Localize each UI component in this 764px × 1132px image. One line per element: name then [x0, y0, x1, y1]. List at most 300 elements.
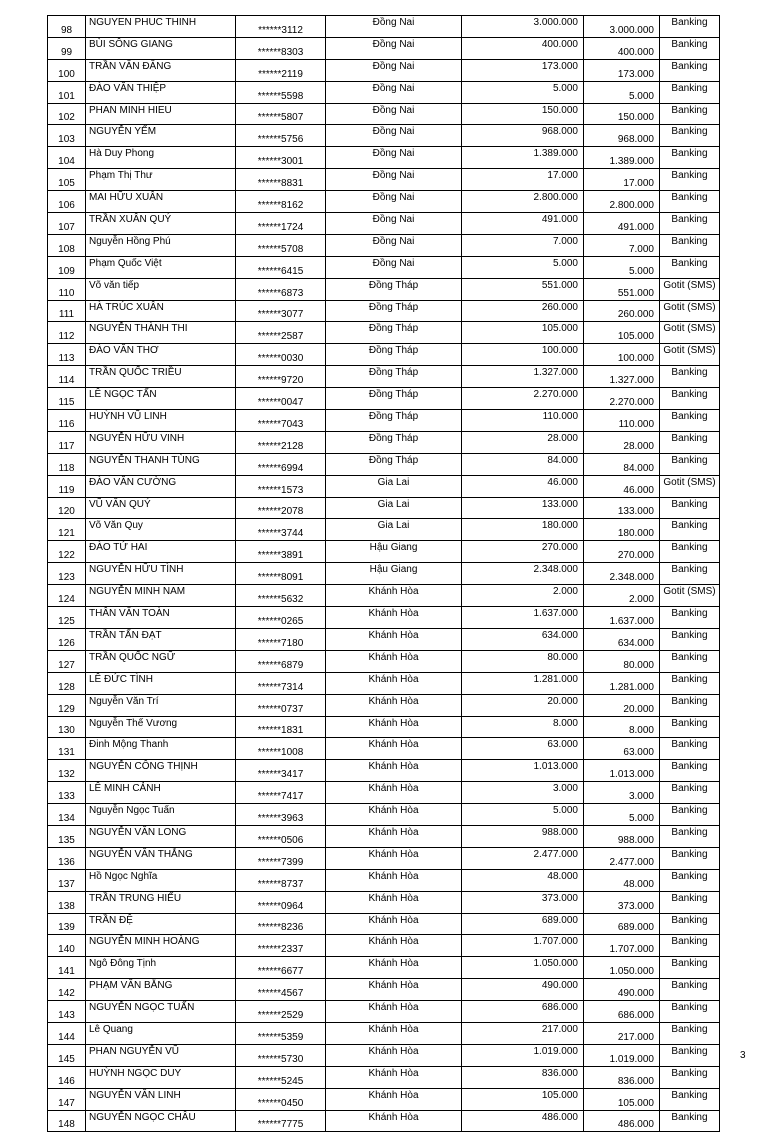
- province-cell: Khánh Hòa: [326, 672, 462, 694]
- province-cell: Đồng Tháp: [326, 410, 462, 432]
- table-row: [48, 169, 720, 191]
- amount-paid-cell: 28.000: [584, 431, 660, 453]
- account-number-cell: ******5359: [236, 1022, 326, 1044]
- amount-cell: 3.000: [462, 782, 584, 804]
- amount-paid-cell: 1.281.000: [584, 672, 660, 694]
- payment-method-cell: Banking: [660, 913, 720, 935]
- province-cell: Khánh Hòa: [326, 979, 462, 1001]
- amount-cell: 46.000: [462, 475, 584, 497]
- customer-name-cell: Võ văn tiếp: [86, 278, 236, 300]
- table-row: [48, 103, 720, 125]
- amount-cell: 2.477.000: [462, 847, 584, 869]
- amount-cell: 1.389.000: [462, 147, 584, 169]
- table-row: [48, 278, 720, 300]
- row-number-cell: 138: [48, 891, 86, 913]
- amount-paid-cell: 105.000: [584, 1088, 660, 1110]
- account-number-cell: ******2119: [236, 59, 326, 81]
- amount-paid-cell: 1.019.000: [584, 1044, 660, 1066]
- table-row: [48, 519, 720, 541]
- customer-name-cell: Nguyễn Hồng Phú: [86, 234, 236, 256]
- amount-cell: 1.637.000: [462, 607, 584, 629]
- account-number-cell: ******4567: [236, 979, 326, 1001]
- row-number-cell: 111: [48, 300, 86, 322]
- province-cell: Khánh Hòa: [326, 650, 462, 672]
- province-cell: Khánh Hòa: [326, 825, 462, 847]
- account-number-cell: ******8737: [236, 869, 326, 891]
- payment-method-cell: Banking: [660, 1088, 720, 1110]
- row-number-cell: 147: [48, 1088, 86, 1110]
- amount-cell: 1.327.000: [462, 366, 584, 388]
- amount-paid-cell: 1.707.000: [584, 935, 660, 957]
- payment-method-cell: Banking: [660, 694, 720, 716]
- province-cell: Hậu Giang: [326, 541, 462, 563]
- row-number-cell: 123: [48, 563, 86, 585]
- customer-name-cell: ĐÀO VĂN THƠ: [86, 344, 236, 366]
- account-number-cell: ******0506: [236, 825, 326, 847]
- amount-cell: 80.000: [462, 650, 584, 672]
- province-cell: Khánh Hòa: [326, 694, 462, 716]
- table-row: [48, 59, 720, 81]
- customer-name-cell: Đinh Mộng Thanh: [86, 738, 236, 760]
- customer-name-cell: TRẦN ĐỆ: [86, 913, 236, 935]
- row-number-cell: 115: [48, 388, 86, 410]
- account-number-cell: ******3963: [236, 804, 326, 826]
- table-row: [48, 716, 720, 738]
- payment-method-cell: Banking: [660, 1001, 720, 1023]
- amount-paid-cell: 634.000: [584, 628, 660, 650]
- customer-name-cell: TRẦN TRUNG HIẾU: [86, 891, 236, 913]
- amount-paid-cell: 8.000: [584, 716, 660, 738]
- amount-paid-cell: 2.000: [584, 585, 660, 607]
- account-number-cell: ******0737: [236, 694, 326, 716]
- amount-paid-cell: 1.013.000: [584, 760, 660, 782]
- row-number-cell: 107: [48, 213, 86, 235]
- payment-method-cell: Banking: [660, 957, 720, 979]
- account-number-cell: ******5708: [236, 234, 326, 256]
- amount-paid-cell: 270.000: [584, 541, 660, 563]
- payment-method-cell: Banking: [660, 59, 720, 81]
- amount-cell: 373.000: [462, 891, 584, 913]
- payment-method-cell: Banking: [660, 825, 720, 847]
- province-cell: Đồng Tháp: [326, 388, 462, 410]
- amount-cell: 180.000: [462, 519, 584, 541]
- province-cell: Đồng Tháp: [326, 344, 462, 366]
- province-cell: Khánh Hòa: [326, 782, 462, 804]
- amount-paid-cell: 490.000: [584, 979, 660, 1001]
- payment-method-cell: Banking: [660, 81, 720, 103]
- account-number-cell: ******3891: [236, 541, 326, 563]
- amount-cell: 5.000: [462, 804, 584, 826]
- row-number-cell: 127: [48, 650, 86, 672]
- account-number-cell: ******8303: [236, 37, 326, 59]
- payment-method-cell: Banking: [660, 672, 720, 694]
- amount-paid-cell: 373.000: [584, 891, 660, 913]
- row-number-cell: 106: [48, 191, 86, 213]
- payment-method-cell: Gotit (SMS): [660, 585, 720, 607]
- table-row: [48, 81, 720, 103]
- payment-method-cell: Banking: [660, 169, 720, 191]
- province-cell: Đồng Tháp: [326, 278, 462, 300]
- payment-method-cell: Banking: [660, 979, 720, 1001]
- province-cell: Khánh Hòa: [326, 1022, 462, 1044]
- province-cell: Khánh Hòa: [326, 628, 462, 650]
- amount-paid-cell: 260.000: [584, 300, 660, 322]
- province-cell: Khánh Hòa: [326, 804, 462, 826]
- province-cell: Khánh Hòa: [326, 738, 462, 760]
- province-cell: Khánh Hòa: [326, 1110, 462, 1132]
- customer-name-cell: HUỲNH NGỌC DUY: [86, 1066, 236, 1088]
- amount-cell: 5.000: [462, 81, 584, 103]
- account-number-cell: ******6677: [236, 957, 326, 979]
- payment-method-cell: Banking: [660, 1044, 720, 1066]
- customer-name-cell: Phạm Quốc Việt: [86, 256, 236, 278]
- province-cell: Đồng Tháp: [326, 300, 462, 322]
- payment-method-cell: Banking: [660, 497, 720, 519]
- account-number-cell: ******2078: [236, 497, 326, 519]
- table-row: [48, 300, 720, 322]
- province-cell: Khánh Hòa: [326, 935, 462, 957]
- table-row: [48, 825, 720, 847]
- table-row: [48, 1001, 720, 1023]
- account-number-cell: ******9720: [236, 366, 326, 388]
- table-row: [48, 1066, 720, 1088]
- amount-paid-cell: 988.000: [584, 825, 660, 847]
- payment-method-cell: Banking: [660, 628, 720, 650]
- table-row: [48, 607, 720, 629]
- account-number-cell: ******1573: [236, 475, 326, 497]
- account-number-cell: ******7417: [236, 782, 326, 804]
- province-cell: Gia Lai: [326, 475, 462, 497]
- row-number-cell: 141: [48, 957, 86, 979]
- account-number-cell: ******1831: [236, 716, 326, 738]
- payment-method-cell: Banking: [660, 541, 720, 563]
- amount-cell: 110.000: [462, 410, 584, 432]
- province-cell: Khánh Hòa: [326, 891, 462, 913]
- account-number-cell: ******7399: [236, 847, 326, 869]
- province-cell: Khánh Hòa: [326, 585, 462, 607]
- table-row: [48, 935, 720, 957]
- row-number-cell: 144: [48, 1022, 86, 1044]
- row-number-cell: 116: [48, 410, 86, 432]
- amount-paid-cell: 48.000: [584, 869, 660, 891]
- amount-paid-cell: 217.000: [584, 1022, 660, 1044]
- table-row: [48, 213, 720, 235]
- table-row: [48, 913, 720, 935]
- account-number-cell: ******2587: [236, 322, 326, 344]
- amount-cell: 486.000: [462, 1110, 584, 1132]
- amount-cell: 1.281.000: [462, 672, 584, 694]
- province-cell: Khánh Hòa: [326, 716, 462, 738]
- amount-cell: 105.000: [462, 1088, 584, 1110]
- row-number-cell: 142: [48, 979, 86, 1001]
- customer-name-cell: HUỲNH VŨ LINH: [86, 410, 236, 432]
- payment-method-cell: Banking: [660, 431, 720, 453]
- amount-paid-cell: 110.000: [584, 410, 660, 432]
- payment-method-cell: Banking: [660, 1066, 720, 1088]
- amount-paid-cell: 63.000: [584, 738, 660, 760]
- account-number-cell: ******7043: [236, 410, 326, 432]
- amount-cell: 968.000: [462, 125, 584, 147]
- customer-name-cell: TRẦN QUỐC NGỮ: [86, 650, 236, 672]
- amount-cell: 270.000: [462, 541, 584, 563]
- table-row: [48, 1022, 720, 1044]
- customer-name-cell: TRẦN XUÂN QUÝ: [86, 213, 236, 235]
- amount-paid-cell: 2.348.000: [584, 563, 660, 585]
- customer-name-cell: NGUYỄN HỮU VINH: [86, 431, 236, 453]
- customer-name-cell: Hà Duy Phong: [86, 147, 236, 169]
- row-number-cell: 140: [48, 935, 86, 957]
- row-number-cell: 136: [48, 847, 86, 869]
- amount-cell: 105.000: [462, 322, 584, 344]
- amount-paid-cell: 7.000: [584, 234, 660, 256]
- table-row: [48, 782, 720, 804]
- table-row: [48, 234, 720, 256]
- payment-method-cell: Gotit (SMS): [660, 322, 720, 344]
- table-row: [48, 1044, 720, 1066]
- amount-paid-cell: 5.000: [584, 81, 660, 103]
- table-row: [48, 16, 720, 38]
- province-cell: Khánh Hòa: [326, 913, 462, 935]
- amount-paid-cell: 17.000: [584, 169, 660, 191]
- province-cell: Khánh Hòa: [326, 847, 462, 869]
- customer-name-cell: LÊ ĐỨC TÌNH: [86, 672, 236, 694]
- province-cell: Đồng Nai: [326, 81, 462, 103]
- amount-paid-cell: 100.000: [584, 344, 660, 366]
- payment-method-cell: Banking: [660, 410, 720, 432]
- account-number-cell: ******6994: [236, 453, 326, 475]
- customer-name-cell: MAI HỮU XUÂN: [86, 191, 236, 213]
- customer-name-cell: TRẦN QUỐC TRIỀU: [86, 366, 236, 388]
- account-number-cell: ******7314: [236, 672, 326, 694]
- payment-method-cell: Banking: [660, 782, 720, 804]
- row-number-cell: 101: [48, 81, 86, 103]
- table-row: [48, 628, 720, 650]
- amount-cell: 836.000: [462, 1066, 584, 1088]
- table-row: [48, 738, 720, 760]
- payment-method-cell: Banking: [660, 738, 720, 760]
- amount-cell: 8.000: [462, 716, 584, 738]
- amount-cell: 28.000: [462, 431, 584, 453]
- province-cell: Khánh Hòa: [326, 1044, 462, 1066]
- table-row: [48, 869, 720, 891]
- table-row: [48, 1110, 720, 1132]
- account-number-cell: ******0964: [236, 891, 326, 913]
- account-number-cell: ******8236: [236, 913, 326, 935]
- account-number-cell: ******5730: [236, 1044, 326, 1066]
- province-cell: Khánh Hòa: [326, 869, 462, 891]
- payment-method-cell: Banking: [660, 213, 720, 235]
- amount-cell: 491.000: [462, 213, 584, 235]
- province-cell: Khánh Hòa: [326, 607, 462, 629]
- customer-name-cell: LÊ NGỌC TẤN: [86, 388, 236, 410]
- amount-paid-cell: 133.000: [584, 497, 660, 519]
- table-row: [48, 322, 720, 344]
- row-number-cell: 143: [48, 1001, 86, 1023]
- payment-method-cell: Banking: [660, 891, 720, 913]
- amount-cell: 260.000: [462, 300, 584, 322]
- province-cell: Đồng Nai: [326, 256, 462, 278]
- row-number-cell: 126: [48, 628, 86, 650]
- amount-paid-cell: 3.000.000: [584, 16, 660, 38]
- row-number-cell: 135: [48, 825, 86, 847]
- page-number: 3: [740, 1050, 746, 1061]
- row-number-cell: 137: [48, 869, 86, 891]
- table-row: [48, 475, 720, 497]
- customer-name-cell: PHAN NGUYỄN VŨ: [86, 1044, 236, 1066]
- payment-method-cell: Banking: [660, 650, 720, 672]
- customer-name-cell: Hồ Ngọc Nghĩa: [86, 869, 236, 891]
- amount-cell: 20.000: [462, 694, 584, 716]
- row-number-cell: 133: [48, 782, 86, 804]
- row-number-cell: 124: [48, 585, 86, 607]
- row-number-cell: 112: [48, 322, 86, 344]
- amount-paid-cell: 400.000: [584, 37, 660, 59]
- row-number-cell: 129: [48, 694, 86, 716]
- table-row: [48, 541, 720, 563]
- row-number-cell: 100: [48, 59, 86, 81]
- customer-name-cell: Lê Quang: [86, 1022, 236, 1044]
- table-row: [48, 979, 720, 1001]
- payment-method-cell: Banking: [660, 388, 720, 410]
- account-number-cell: ******3077: [236, 300, 326, 322]
- province-cell: Khánh Hòa: [326, 1001, 462, 1023]
- amount-cell: 133.000: [462, 497, 584, 519]
- province-cell: Hậu Giang: [326, 563, 462, 585]
- row-number-cell: 130: [48, 716, 86, 738]
- row-number-cell: 120: [48, 497, 86, 519]
- account-number-cell: ******5245: [236, 1066, 326, 1088]
- account-number-cell: ******6879: [236, 650, 326, 672]
- account-number-cell: ******8831: [236, 169, 326, 191]
- amount-cell: 2.270.000: [462, 388, 584, 410]
- amount-paid-cell: 968.000: [584, 125, 660, 147]
- row-number-cell: 102: [48, 103, 86, 125]
- customer-name-cell: ĐÀO TỨ HAI: [86, 541, 236, 563]
- row-number-cell: 134: [48, 804, 86, 826]
- table-row: [48, 694, 720, 716]
- account-number-cell: ******5632: [236, 585, 326, 607]
- amount-cell: 7.000: [462, 234, 584, 256]
- amount-paid-cell: 491.000: [584, 213, 660, 235]
- row-number-cell: 131: [48, 738, 86, 760]
- customer-name-cell: Ngô Đông Tịnh: [86, 957, 236, 979]
- account-number-cell: ******7180: [236, 628, 326, 650]
- account-number-cell: ******6873: [236, 278, 326, 300]
- customer-name-cell: NGUYỄN VĂN THẮNG: [86, 847, 236, 869]
- amount-cell: 1.013.000: [462, 760, 584, 782]
- amount-paid-cell: 80.000: [584, 650, 660, 672]
- amount-paid-cell: 1.637.000: [584, 607, 660, 629]
- table-row: [48, 453, 720, 475]
- table-row: [48, 410, 720, 432]
- payment-method-cell: Banking: [660, 563, 720, 585]
- amount-cell: 84.000: [462, 453, 584, 475]
- province-cell: Đồng Nai: [326, 169, 462, 191]
- row-number-cell: 119: [48, 475, 86, 497]
- payment-method-cell: Banking: [660, 234, 720, 256]
- table-row: [48, 388, 720, 410]
- customer-name-cell: LÊ MINH CẢNH: [86, 782, 236, 804]
- customer-name-cell: Nguyễn Văn Trí: [86, 694, 236, 716]
- amount-cell: 17.000: [462, 169, 584, 191]
- amount-paid-cell: 1.389.000: [584, 147, 660, 169]
- customer-name-cell: NGUYỄN YẾM: [86, 125, 236, 147]
- payment-method-cell: Banking: [660, 804, 720, 826]
- payment-method-cell: Banking: [660, 191, 720, 213]
- province-cell: Gia Lai: [326, 519, 462, 541]
- amount-cell: 5.000: [462, 256, 584, 278]
- amount-cell: 3.000.000: [462, 16, 584, 38]
- payment-method-cell: Banking: [660, 847, 720, 869]
- row-number-cell: 117: [48, 431, 86, 453]
- account-number-cell: ******2128: [236, 431, 326, 453]
- row-number-cell: 99: [48, 37, 86, 59]
- province-cell: Đồng Nai: [326, 16, 462, 38]
- customer-name-cell: Nguyễn Ngọc Tuấn: [86, 804, 236, 826]
- amount-paid-cell: 5.000: [584, 256, 660, 278]
- payment-method-cell: Banking: [660, 716, 720, 738]
- row-number-cell: 103: [48, 125, 86, 147]
- province-cell: Khánh Hòa: [326, 957, 462, 979]
- row-number-cell: 121: [48, 519, 86, 541]
- province-cell: Đồng Nai: [326, 103, 462, 125]
- amount-cell: 217.000: [462, 1022, 584, 1044]
- payment-method-cell: Banking: [660, 366, 720, 388]
- amount-paid-cell: 486.000: [584, 1110, 660, 1132]
- amount-cell: 1.707.000: [462, 935, 584, 957]
- row-number-cell: 98: [48, 16, 86, 38]
- customer-name-cell: NGUYỄN NGỌC CHÂU: [86, 1110, 236, 1132]
- payment-method-cell: Banking: [660, 607, 720, 629]
- payment-method-cell: Gotit (SMS): [660, 344, 720, 366]
- amount-paid-cell: 20.000: [584, 694, 660, 716]
- amount-paid-cell: 105.000: [584, 322, 660, 344]
- province-cell: Đồng Tháp: [326, 322, 462, 344]
- account-number-cell: ******3744: [236, 519, 326, 541]
- table-row: [48, 672, 720, 694]
- customer-name-cell: Võ Văn Quy: [86, 519, 236, 541]
- province-cell: Đồng Nai: [326, 234, 462, 256]
- row-number-cell: 146: [48, 1066, 86, 1088]
- province-cell: Đồng Nai: [326, 213, 462, 235]
- customer-name-cell: THÂN VĂN TOÀN: [86, 607, 236, 629]
- payment-method-cell: Gotit (SMS): [660, 475, 720, 497]
- row-number-cell: 132: [48, 760, 86, 782]
- table-row: [48, 497, 720, 519]
- customer-name-cell: VŨ VĂN QUÝ: [86, 497, 236, 519]
- amount-paid-cell: 686.000: [584, 1001, 660, 1023]
- winners-table: [47, 15, 720, 1132]
- province-cell: Đồng Nai: [326, 37, 462, 59]
- payment-method-cell: Banking: [660, 935, 720, 957]
- customer-name-cell: TRẦN TẤN ĐẠT: [86, 628, 236, 650]
- row-number-cell: 139: [48, 913, 86, 935]
- row-number-cell: 125: [48, 607, 86, 629]
- account-number-cell: ******5807: [236, 103, 326, 125]
- account-number-cell: ******0265: [236, 607, 326, 629]
- payment-method-cell: Gotit (SMS): [660, 278, 720, 300]
- amount-cell: 2.000: [462, 585, 584, 607]
- customer-name-cell: BÙI SÔNG GIANG: [86, 37, 236, 59]
- row-number-cell: 110: [48, 278, 86, 300]
- row-number-cell: 145: [48, 1044, 86, 1066]
- payment-method-cell: Banking: [660, 103, 720, 125]
- account-number-cell: ******8091: [236, 563, 326, 585]
- province-cell: Gia Lai: [326, 497, 462, 519]
- table-row: [48, 191, 720, 213]
- payment-method-cell: Banking: [660, 125, 720, 147]
- table-body: [48, 16, 720, 1132]
